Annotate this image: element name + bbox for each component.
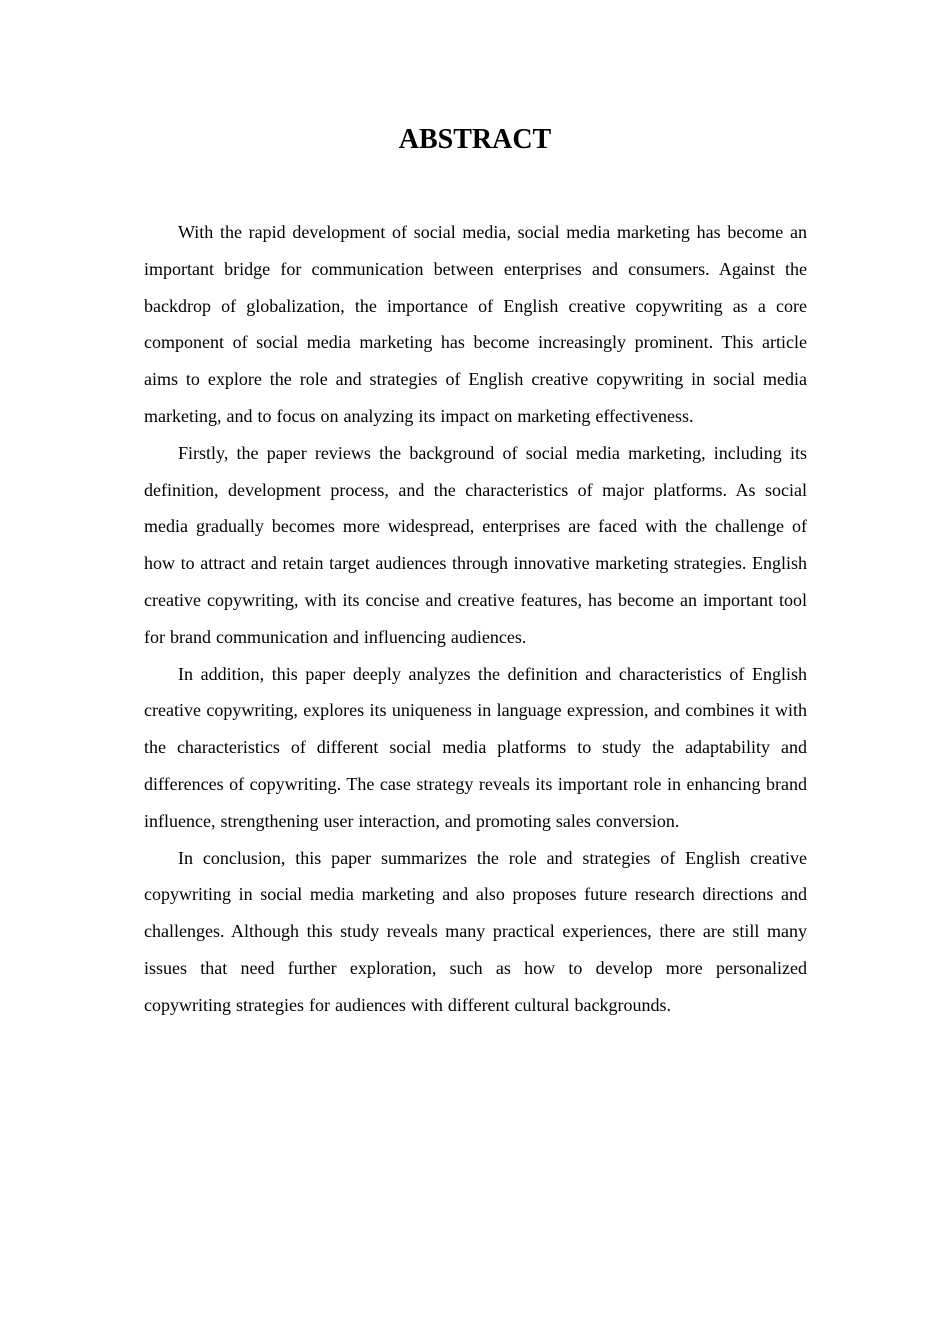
- abstract-body: [144, 214, 807, 1024]
- abstract-paragraph-4: In conclusion, this paper summarizes the role and strategies of English creative copywriting in social media marketing and also proposes future research directions and challenges. Although this study reveals many practical experiences, there are still many issues that need further exploration, such as how to develop more personalized copywriting strategies for audiences with different cultural backgrounds.: [144, 847, 807, 1015]
- abstract-paragraph-1: With the rapid development of social media, social media marketing has become an important bridge for communication between enterprises and consumers. Against the backdrop of globalization, the importance of English creative copywriting as a core component of social media marketing has become increasingly prominent. This article aims to explore the role and strategies of English creative copywriting in social media marketing, and to focus on analyzing its impact on marketing effectiveness.: [144, 222, 807, 426]
- abstract-title: ABSTRACT: [398, 124, 552, 155]
- abstract-paragraph-2: Firstly, the paper reviews the background of social media marketing, including its definition, development process, and the characteristics of major platforms. As social media gradually becomes more widespread, enterprises are faced with the challenge of how to attract and retain target audiences through innovative marketing strategies. English creative copywriting, with its concise and creative features, has become an important tool for brand communication and influencing audiences.: [144, 442, 807, 647]
- abstract-paragraph-3: In addition, this paper deeply analyzes the definition and characteristics of English creative copywriting, explores its uniqueness in language expression, and combines it with the characteristics of different social media platforms to study the adaptability and differences of copywriting. The case strategy reveals its important role in enhancing brand influence, strengthening user interaction, and promoting sales conversion.: [144, 663, 807, 831]
